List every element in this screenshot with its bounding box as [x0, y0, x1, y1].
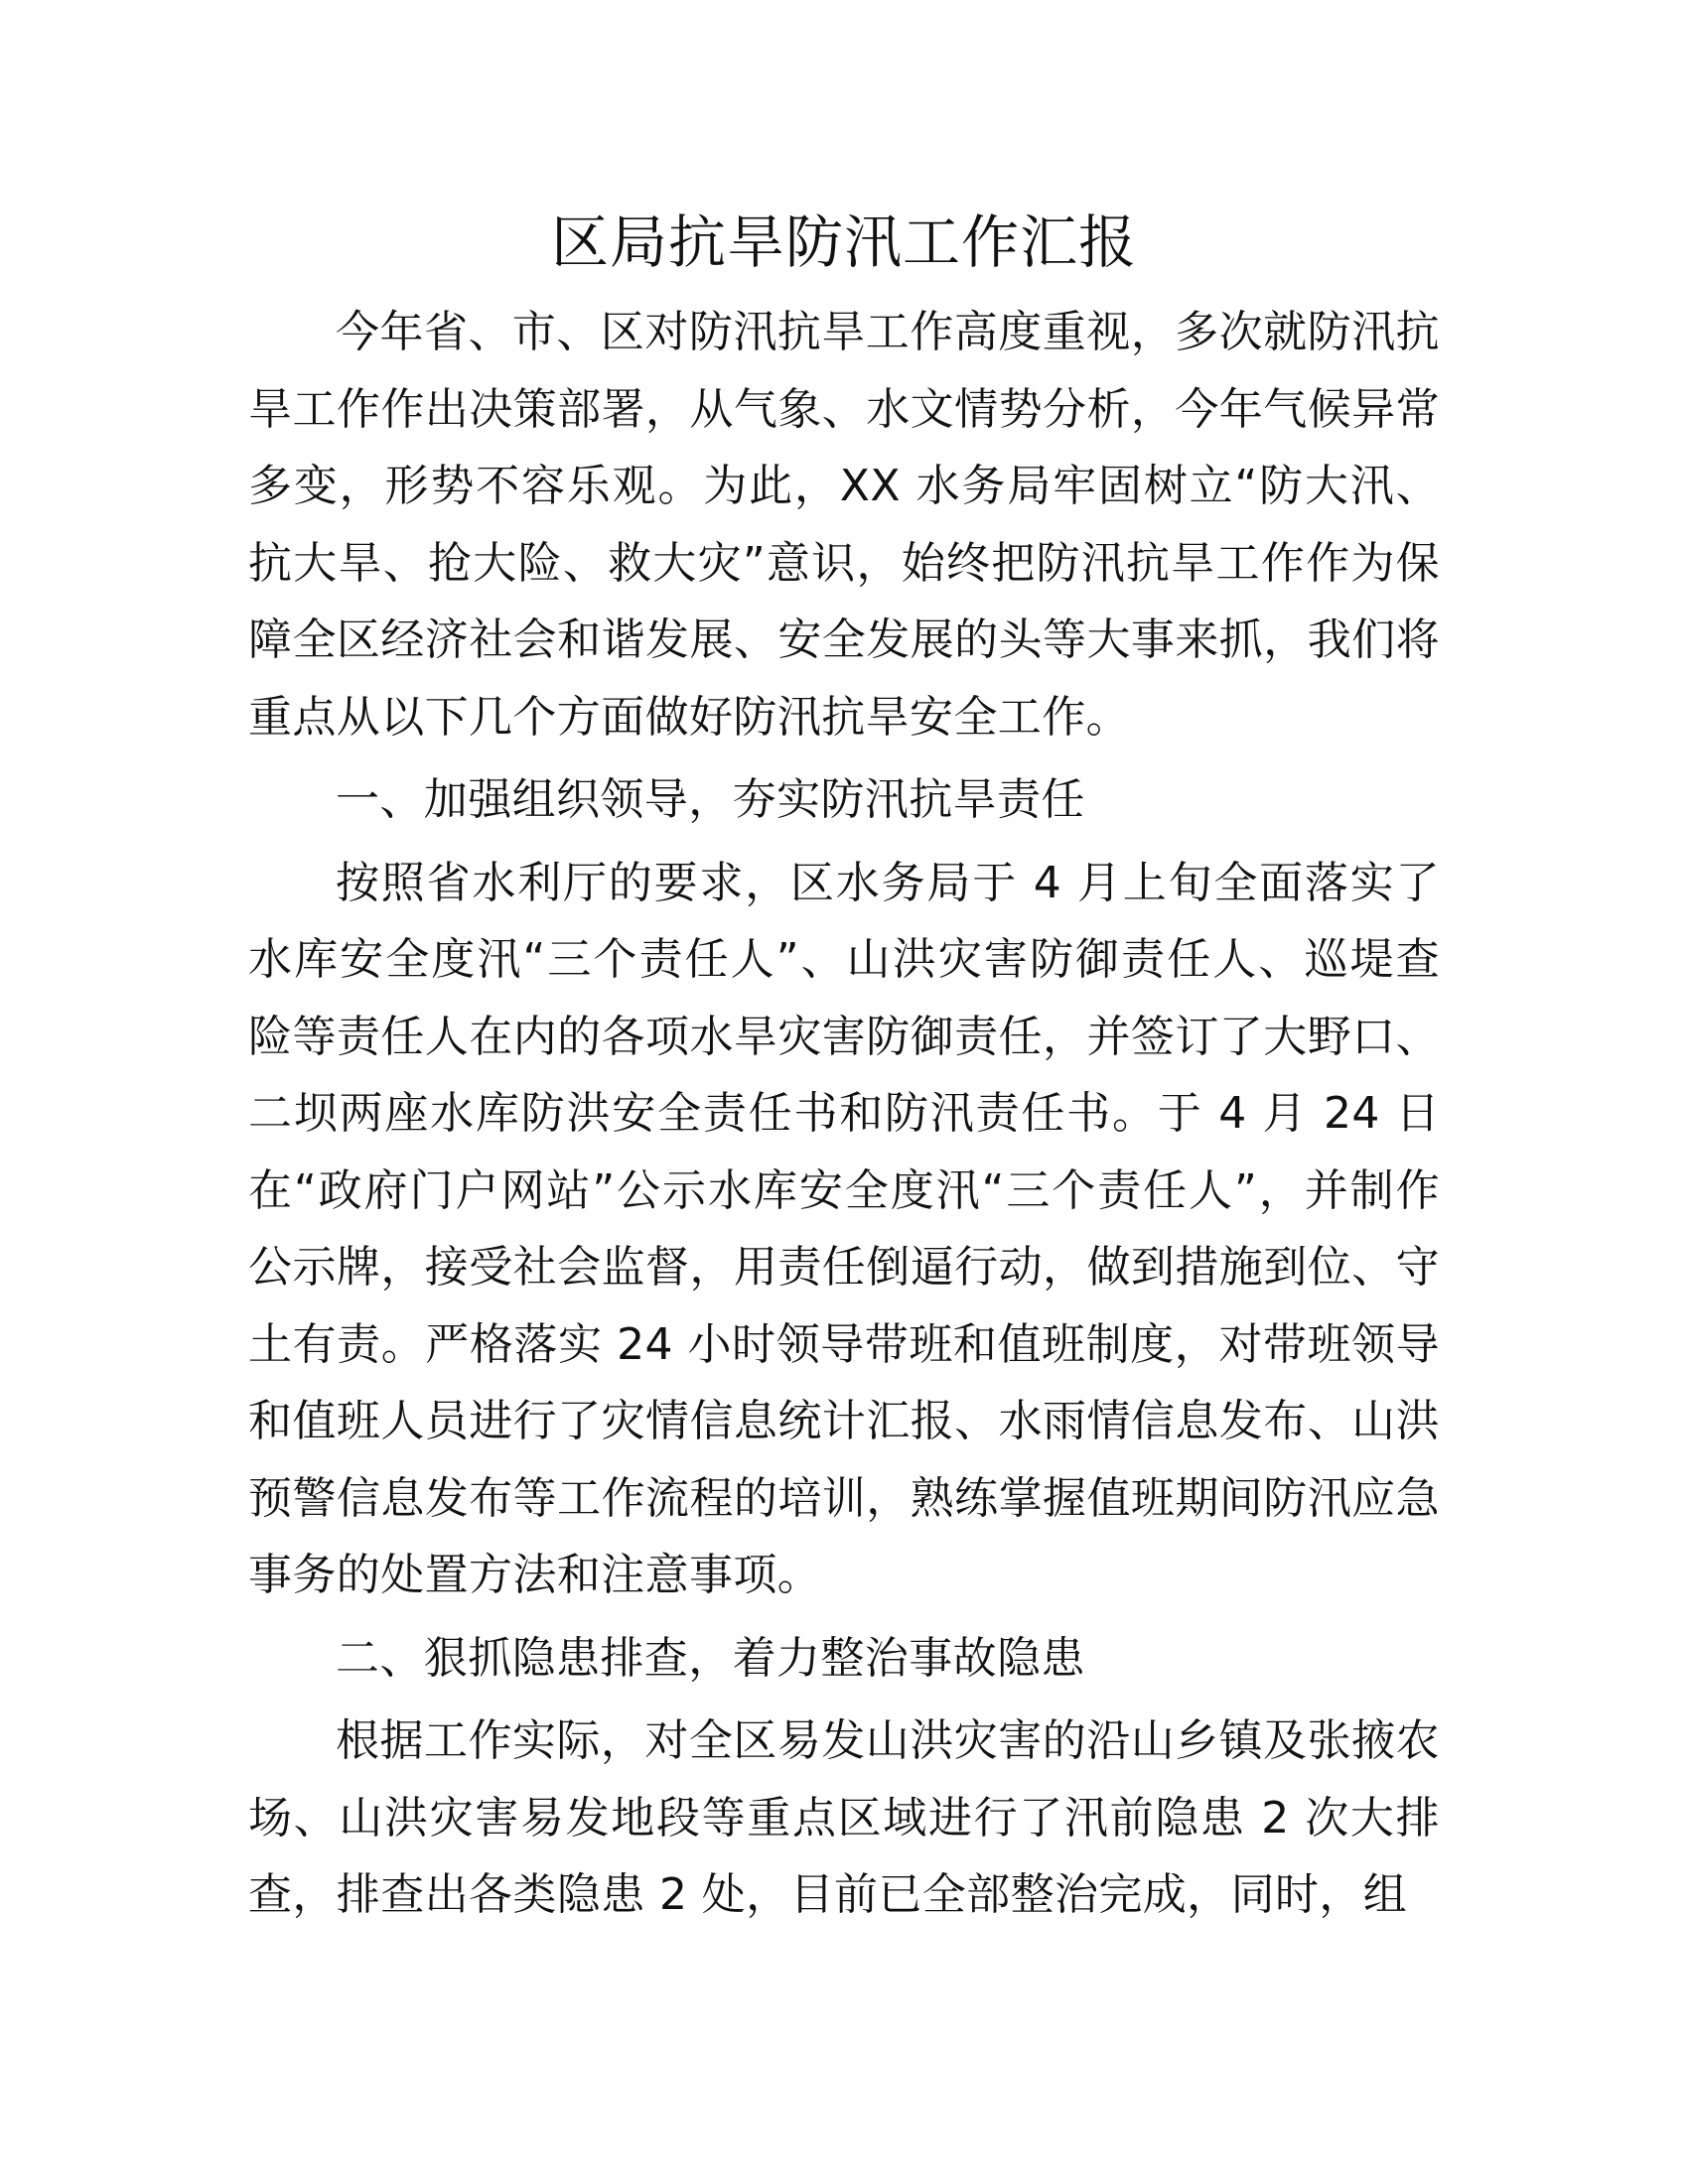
section-heading-2: 二、狠抓隐患排查，着力整治事故隐患	[336, 1632, 1085, 1684]
document-body	[248, 294, 1440, 1934]
paragraph-intro: 今年省、市、区对防汛抗旱工作高度重视，多次就防汛抗旱工作作出决策部署，从气象、水文情势分析，今年气候异常多变，形势不容乐观。为此，XX 水务局牢固树立“防大汛、抗大旱、抢大险、救大灾”意识，始终把防汛抗旱工作作为保障全区经济社会和谐发展、安全发展的头等大事来抓，我们将重点从以下几个方面做好防汛抗旱安全工作。	[248, 307, 1440, 743]
section-heading-1: 一、加强组织领导，夯实防汛抗旱责任	[336, 774, 1085, 825]
paragraph-hazard-inspection: 根据工作实际，对全区易发山洪灾害的沿山乡镇及张掖农场、山洪灾害易发地段等重点区域进行了汛前隐患 2 次大排查，排查出各类隐患 2 处，目前已全部整治完成，同时，组	[248, 1715, 1440, 1920]
paragraph-responsibility: 按照省水利厅的要求，区水务局于 4 月上旬全面落实了水库安全度汛“三个责任人”、山洪灾害防御责任人、巡堤查险等责任人在内的各项水旱灾害防御责任，并签订了大野口、二坝两座水库防洪安全责任书和防汛责任书。于 4 月 24 日在“政府门户网站”公示水库安全度汛“三个责任人”，并制作公示牌，接受社会监督，用责任倒逼行动，做到措施到位、守土有责。严格落实 24 小时领导带班和值班制度，对带班领导和值班人员进行了灾情信息统计汇报、水雨情信息发布、山洪预警信息发布等工作流程的培训，熟练掌握值班期间防汛应急事务的处置方法和注意事项。	[248, 857, 1440, 1600]
document-title: 区局抗旱防汛工作汇报	[550, 208, 1137, 276]
